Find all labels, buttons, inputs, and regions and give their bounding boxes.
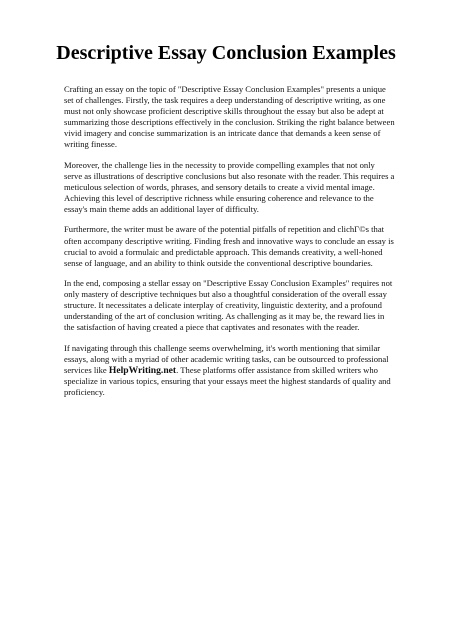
paragraph-3: Furthermore, the writer must be aware of the potential pitfalls of repetition and clichГ©s that often accompany descriptive writing. Finding fresh and innovative ways to conclude an essay is crucial to avoid a formulaic and predictable approach. This demands creativity, a well-honed sense of language, and an ability to think outside the conventional descriptive boundaries. [64,224,394,268]
document-body [64,84,395,407]
paragraph-2: Moreover, the challenge lies in the necessity to provide compelling examples that not only serve as illustrations of descriptive conclusions but also resonate with the reader. This requires a meticulous selection of words, phrases, and sensory details to create a vivid mental image. Achieving this level of descriptive richness while ensuring coherence and relevance to the essay's main theme adds an additional layer of difficulty. [64,159,395,215]
paragraph-4: In the end, composing a stellar essay on "Descriptive Essay Conclusion Examples" requires not only mastery of descriptive techniques but also a thoughtful consideration of the overall essay structure. It necessitates a delicate interplay of creativity, linguistic dexterity, and a profound understanding of the art of conclusion writing. As challenging as it may be, the reward lies in the satisfaction of having created a piece that captivates and resonates with the reader. [64,277,393,333]
brand-link[interactable]: HelpWriting.net [108,364,177,376]
paragraph-5 [64,343,395,398]
paragraph-5-text-after: . These platforms offer assistance from skilled writers who specialize in various topics, ensuring that your essays meet the highest standards of quality and proficiency. [64,364,391,397]
paragraph-5-text-before: If navigating through this challenge seems overwhelming, it's worth mentioning that similar essays, along with a myriad of other academic writing tasks, can be outsourced to professional services like [64,342,389,375]
paragraph-1: Crafting an essay on the topic of "Descriptive Essay Conclusion Examples" presents a unique set of challenges. Firstly, the task requires a deep understanding of descriptive writing, as one must not only showcase proficient descriptive skills throughout the essay but also be adept at summarizing those descriptions effectively in the conclusion. Striking the right balance between vivid imagery and concise summarization is an intricate dance that demands a keen sense of writing finesse. [64,84,395,150]
document-title: Descriptive Essay Conclusion Examples [56,42,396,64]
